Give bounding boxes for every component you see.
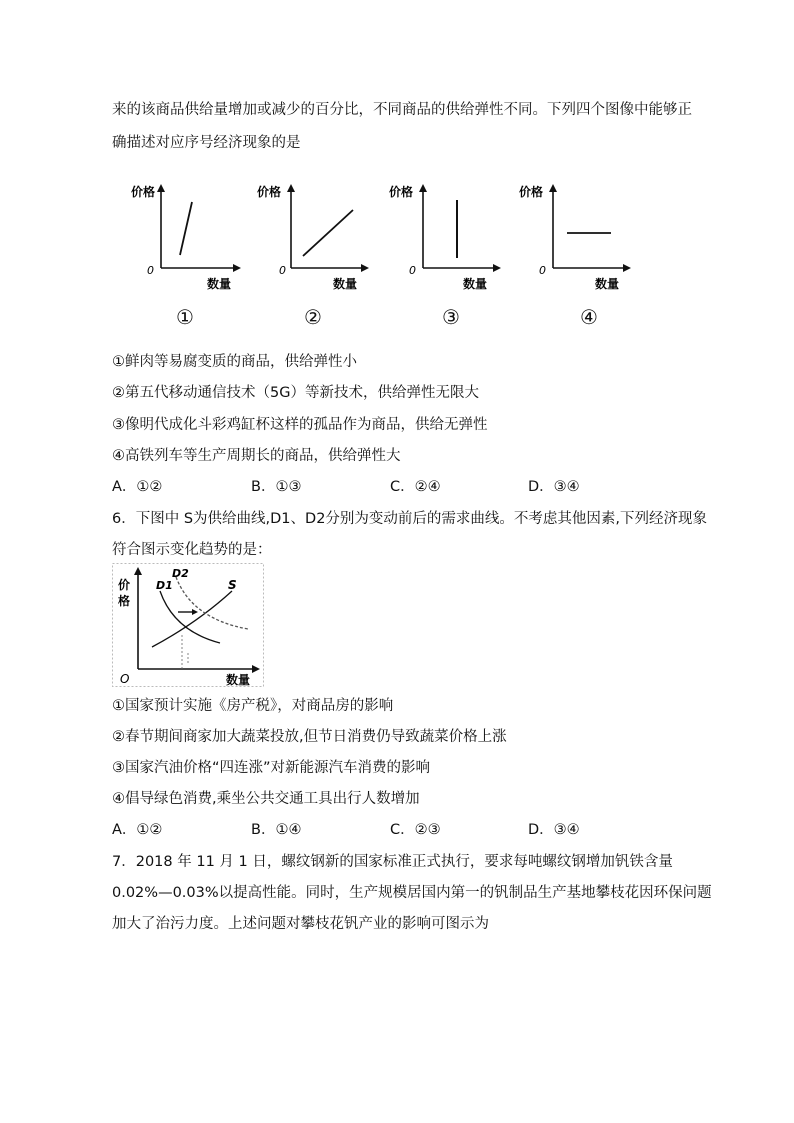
q7-text-line-2: 0.02%—0.03%以提高性能。同时，生产规模居国内第一的钒制品生产基地攀枝花因环保问题 — [112, 885, 712, 901]
graph-1-xlabel: 数量 — [207, 277, 232, 291]
graph-3-ylabel: 价格 — [389, 185, 414, 199]
q6-choice-a[interactable]: A．①② — [112, 822, 163, 838]
supply-graph-2 — [253, 180, 373, 291]
q6-text-line-2: 符合图示变化趋势的是： — [112, 542, 272, 558]
supply-graph-3 — [385, 180, 505, 291]
q5-item-3: ③像明代成化斗彩鸡缸杯这样的孤品作为商品，供给无弹性 — [112, 417, 488, 433]
q5-choice-b[interactable]: B．①③ — [251, 479, 302, 495]
graph-number-1: ① — [176, 305, 194, 329]
q6-shift-arrow — [192, 609, 198, 615]
q6-item-2: ②春节期间商家加大蔬菜投放,但节日消费仍导致蔬菜价格上涨 — [112, 729, 507, 745]
q6-d1-label: D1 — [156, 579, 173, 592]
graph-1-supply-line — [180, 202, 192, 255]
q6-d2-label: D2 — [172, 567, 189, 580]
graph-3-xlabel: 数量 — [463, 277, 488, 291]
graph-1-origin: 0 — [147, 264, 154, 277]
q6-ylabel-1: 价 — [118, 578, 131, 592]
graph-4-ylabel: 价格 — [519, 185, 544, 199]
q6-choice-d[interactable]: D．③④ — [528, 822, 580, 838]
q6-demand-curve-d1 — [160, 591, 220, 643]
q6-supply-demand-figure — [112, 563, 264, 687]
q6-s-label: S — [228, 578, 237, 592]
graph-number-4: ④ — [580, 305, 598, 329]
q6-item-3: ③国家汽油价格“四连涨”对新能源汽车消费的影响 — [112, 760, 431, 776]
graph-2-ylabel: 价格 — [257, 185, 282, 199]
graph-2-supply-line — [303, 210, 353, 256]
q6-text-line-1: 6．下图中 S为供给曲线,D1、D2分别为变动前后的需求曲线。不考虑其他因素,下列经济现象 — [112, 511, 708, 527]
supply-graph-4 — [515, 180, 635, 291]
q5-item-4: ④高铁列车等生产周期长的商品，供给弹性大 — [112, 448, 401, 464]
graph-1-ylabel: 价格 — [131, 185, 156, 199]
q6-origin: O — [120, 672, 130, 686]
q6-item-4: ④倡导绿色消费,乘坐公共交通工具出行人数增加 — [112, 791, 420, 807]
q5-choice-c[interactable]: C．②④ — [390, 479, 441, 495]
graph-3-origin: 0 — [409, 264, 416, 277]
q6-choice-c[interactable]: C．②③ — [390, 822, 441, 838]
graph-number-2: ② — [304, 305, 322, 329]
q6-choice-b[interactable]: B．①④ — [251, 822, 302, 838]
graph-2-origin: 0 — [279, 264, 286, 277]
q6-item-1: ①国家预计实施《房产税》，对商品房的影响 — [112, 698, 394, 714]
q5-text-line-1: 来的该商品供给量增加或减少的百分比，不同商品的供给弹性不同。下列四个图像中能够正 — [112, 102, 692, 118]
q6-ylabel-2: 格 — [118, 594, 131, 608]
q5-text-line-2: 确描述对应序号经济现象的是 — [112, 135, 301, 151]
graph-4-origin: 0 — [539, 264, 546, 277]
q6-xlabel: 数量 — [226, 673, 251, 687]
q7-text-line-1: 7．2018 年 11 月 1 日，螺纹钢新的国家标准正式执行，要求每吨螺纹钢增加钒铁含量 — [112, 854, 673, 870]
q7-text-line-3: 加大了治污力度。上述问题对攀枝花钒产业的影响可图示为 — [112, 916, 489, 932]
graph-2-xlabel: 数量 — [333, 277, 358, 291]
q5-choice-d[interactable]: D．③④ — [528, 479, 580, 495]
q5-item-1: ①鲜肉等易腐变质的商品，供给弹性小 — [112, 354, 357, 370]
graph-4-xlabel: 数量 — [595, 277, 620, 291]
q5-item-2: ②第五代移动通信技术（5G）等新技术，供给弹性无限大 — [112, 385, 479, 401]
q6-demand-curve-d2 — [176, 577, 248, 629]
graph-number-3: ③ — [442, 305, 460, 329]
supply-graph-1 — [125, 180, 245, 291]
q5-choice-a[interactable]: A．①② — [112, 479, 163, 495]
